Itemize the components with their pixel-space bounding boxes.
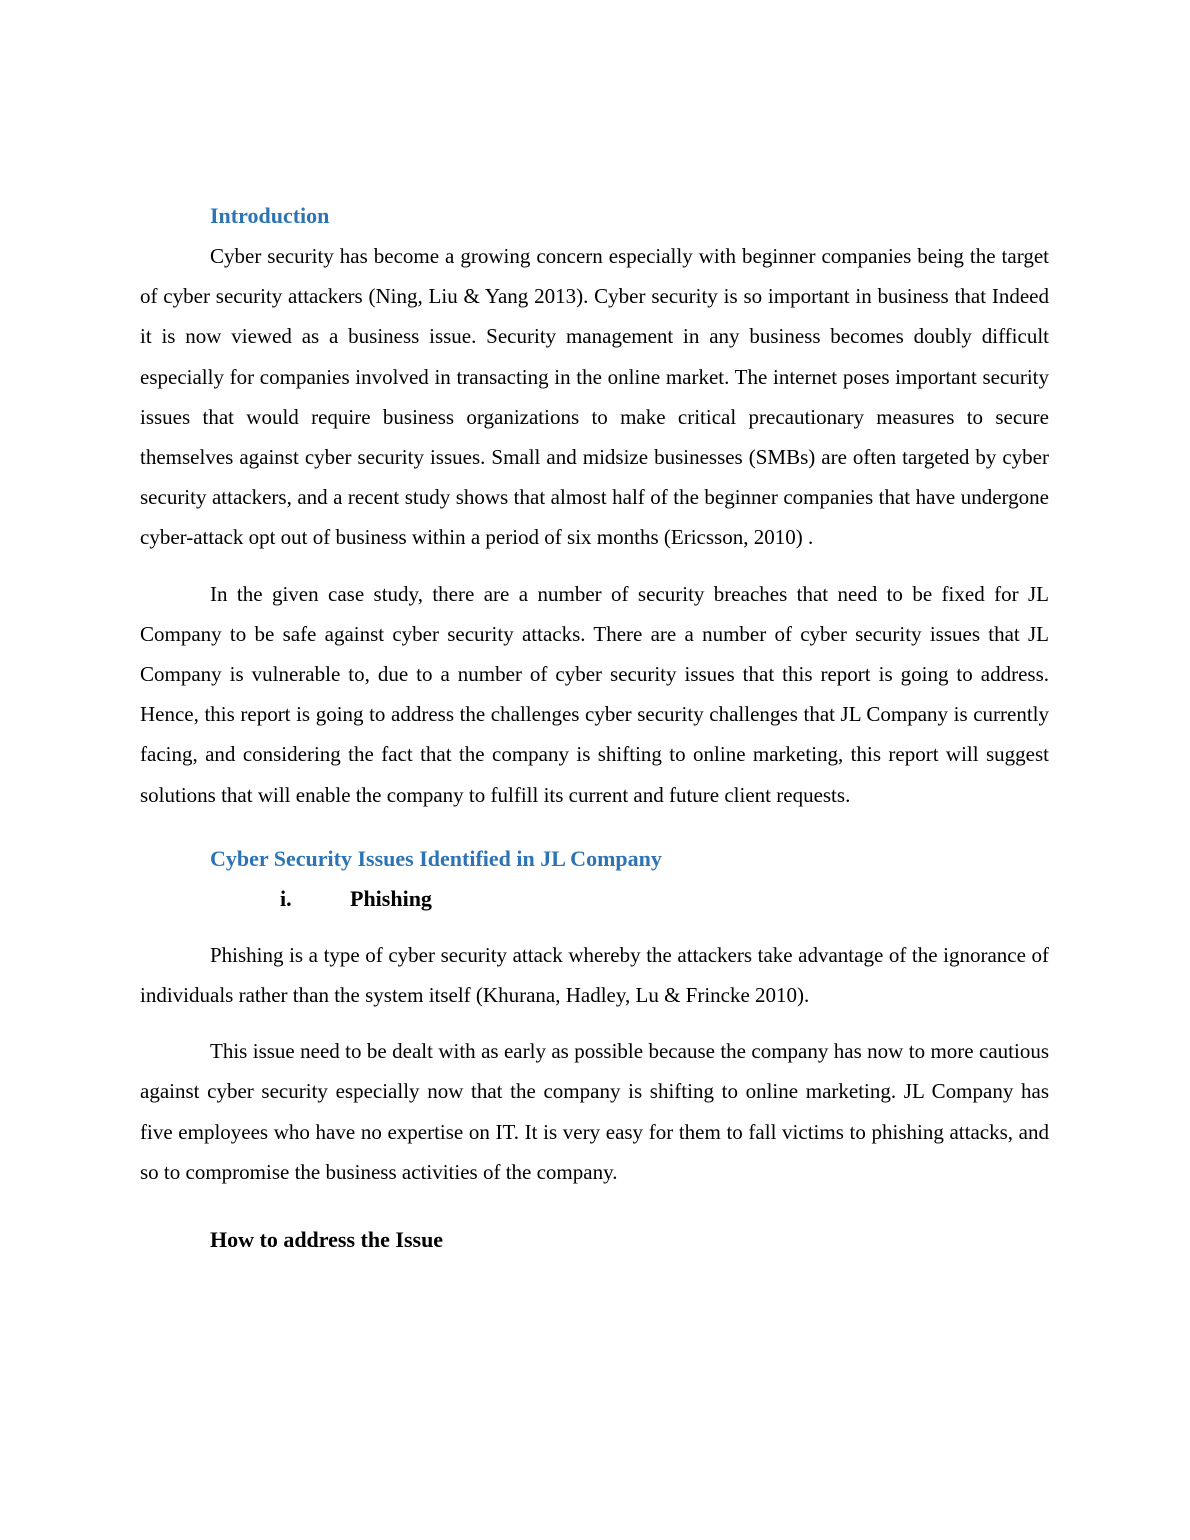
phishing-paragraph-2: This issue need to be dealt with as early as possible because the company has now to more cautious against cyber security especially now that the company is shifting to online marketing. JL Company has five employees who have no expertise on IT. It is very easy for them to fall victims to phishing attacks, and so to compromise the business activities of the company. — [140, 1039, 1049, 1184]
introduction-paragraph-2: In the given case study, there are a number of security breaches that need to be fixed for JL Company to be safe against cyber security attacks. There are a number of cyber security issues that JL Company is vulnerable to, due to a number of cyber security issues that this report is going to address. Hence, this report is going to address the challenges cyber security challenges that JL Company is currently facing, and considering the fact that the company is shifting to online marketing, this report will suggest solutions that will enable the company to fulfill its current and future client requests. — [140, 581, 1049, 807]
list-item-phishing — [140, 879, 1049, 919]
list-item-title: Phishing — [350, 885, 432, 911]
introduction-heading: Introduction — [210, 203, 330, 228]
document-page — [140, 196, 1049, 1260]
introduction-paragraph-1: Cyber security has become a growing concern especially with beginner companies being the target of cyber security attackers (Ning, Liu & Yang 2013). Cyber security is so important in business that Indeed it is now viewed as a business issue. Security management in any business becomes doubly difficult especially for companies involved in transacting in the online market. The internet poses important security issues that would require business organizations to make critical precautionary measures to secure themselves against cyber security issues. Small and midsize businesses (SMBs) are often targeted by cyber security attackers, and a recent study shows that almost half of the beginner companies that have undergone cyber-attack opt out of business within a period of six months (Ericsson, 2010) . — [140, 244, 1049, 550]
address-issue-heading: How to address the Issue — [210, 1227, 444, 1253]
list-item-number: i. — [280, 885, 292, 911]
issues-heading: Cyber Security Issues Identified in JL Company — [210, 845, 662, 871]
phishing-paragraph-1: Phishing is a type of cyber security attack whereby the attackers take advantage of the ignorance of individuals rather than the system itself (Khurana, Hadley, Lu & Frincke 2010). — [140, 942, 1049, 1008]
